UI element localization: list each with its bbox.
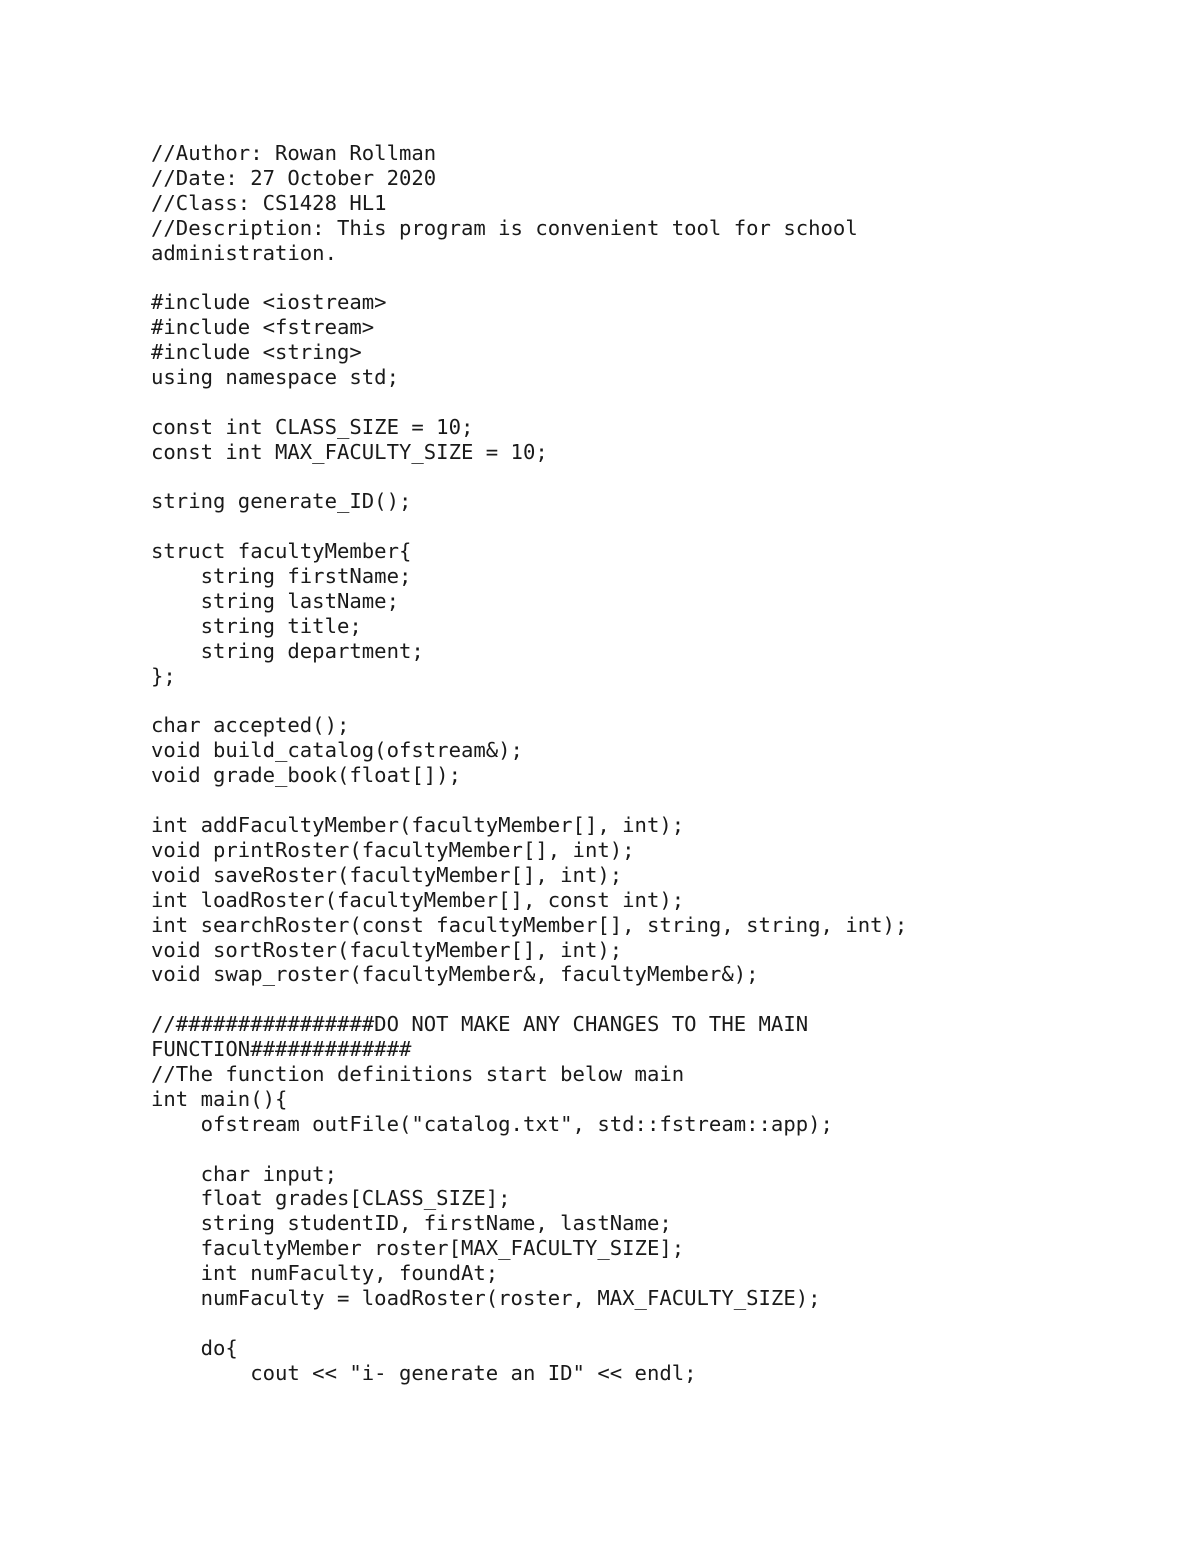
- code-line: [151, 390, 1151, 415]
- code-line: do{: [151, 1335, 238, 1360]
- code-line: int addFacultyMember(facultyMember[], int);: [151, 813, 685, 838]
- source-code-listing: [151, 141, 1151, 1386]
- code-line: #include <string>: [151, 340, 362, 365]
- code-line: string studentID, firstName, lastName;: [151, 1211, 672, 1236]
- code-line: numFaculty = loadRoster(roster, MAX_FACULTY_SIZE);: [151, 1285, 821, 1310]
- code-line: void saveRoster(facultyMember[], int);: [151, 862, 623, 887]
- code-line: FUNCTION#############: [151, 1037, 412, 1062]
- code-line: [151, 788, 1151, 813]
- code-line: #include <iostream>: [151, 290, 387, 315]
- code-line: int main(){: [151, 1086, 288, 1111]
- code-line: float grades[CLASS_SIZE];: [151, 1186, 511, 1211]
- code-line: //Class: CS1428 HL1: [151, 190, 387, 215]
- code-line: [151, 265, 1151, 290]
- code-line: void grade_book(float[]);: [151, 763, 461, 788]
- code-line: //Description: This program is convenient tool for school: [151, 215, 858, 240]
- code-line: string department;: [151, 638, 424, 663]
- code-line: int numFaculty, foundAt;: [151, 1261, 499, 1286]
- code-line: [151, 514, 1151, 539]
- code-line: //################DO NOT MAKE ANY CHANGES TO THE MAIN: [151, 1012, 809, 1037]
- code-line: char input;: [151, 1161, 337, 1186]
- code-line: };: [151, 663, 176, 688]
- code-line: [151, 689, 1151, 714]
- code-line: //Author: Rowan Rollman: [151, 141, 437, 165]
- code-line: [151, 465, 1151, 490]
- code-line: void printRoster(facultyMember[], int);: [151, 837, 635, 862]
- code-line: string firstName;: [151, 564, 412, 589]
- code-line: cout << "i- generate an ID" << endl;: [151, 1360, 697, 1385]
- code-line: ofstream outFile("catalog.txt", std::fstream::app);: [151, 1111, 833, 1136]
- code-line: int loadRoster(facultyMember[], const int);: [151, 887, 685, 912]
- code-line: int searchRoster(const facultyMember[], string, string, int);: [151, 912, 908, 937]
- code-line: char accepted();: [151, 713, 350, 738]
- code-line: string generate_ID();: [151, 489, 412, 514]
- code-line: struct facultyMember{: [151, 539, 412, 564]
- code-line: using namespace std;: [151, 365, 399, 390]
- code-line: void build_catalog(ofstream&);: [151, 738, 523, 763]
- code-line: //Date: 27 October 2020: [151, 165, 437, 190]
- code-line: const int MAX_FACULTY_SIZE = 10;: [151, 439, 548, 464]
- code-line: const int CLASS_SIZE = 10;: [151, 414, 474, 439]
- code-line: string lastName;: [151, 589, 399, 614]
- code-line: void sortRoster(facultyMember[], int);: [151, 937, 623, 962]
- code-line: facultyMember roster[MAX_FACULTY_SIZE];: [151, 1236, 685, 1261]
- code-line: administration.: [151, 240, 337, 265]
- code-line: //The function definitions start below main: [151, 1061, 685, 1086]
- code-line: [151, 1137, 1151, 1162]
- code-line: #include <fstream>: [151, 315, 375, 340]
- code-line: string title;: [151, 613, 362, 638]
- code-line: [151, 987, 1151, 1012]
- code-line: [151, 1311, 1151, 1336]
- code-line: void swap_roster(facultyMember&, facultyMember&);: [151, 962, 759, 987]
